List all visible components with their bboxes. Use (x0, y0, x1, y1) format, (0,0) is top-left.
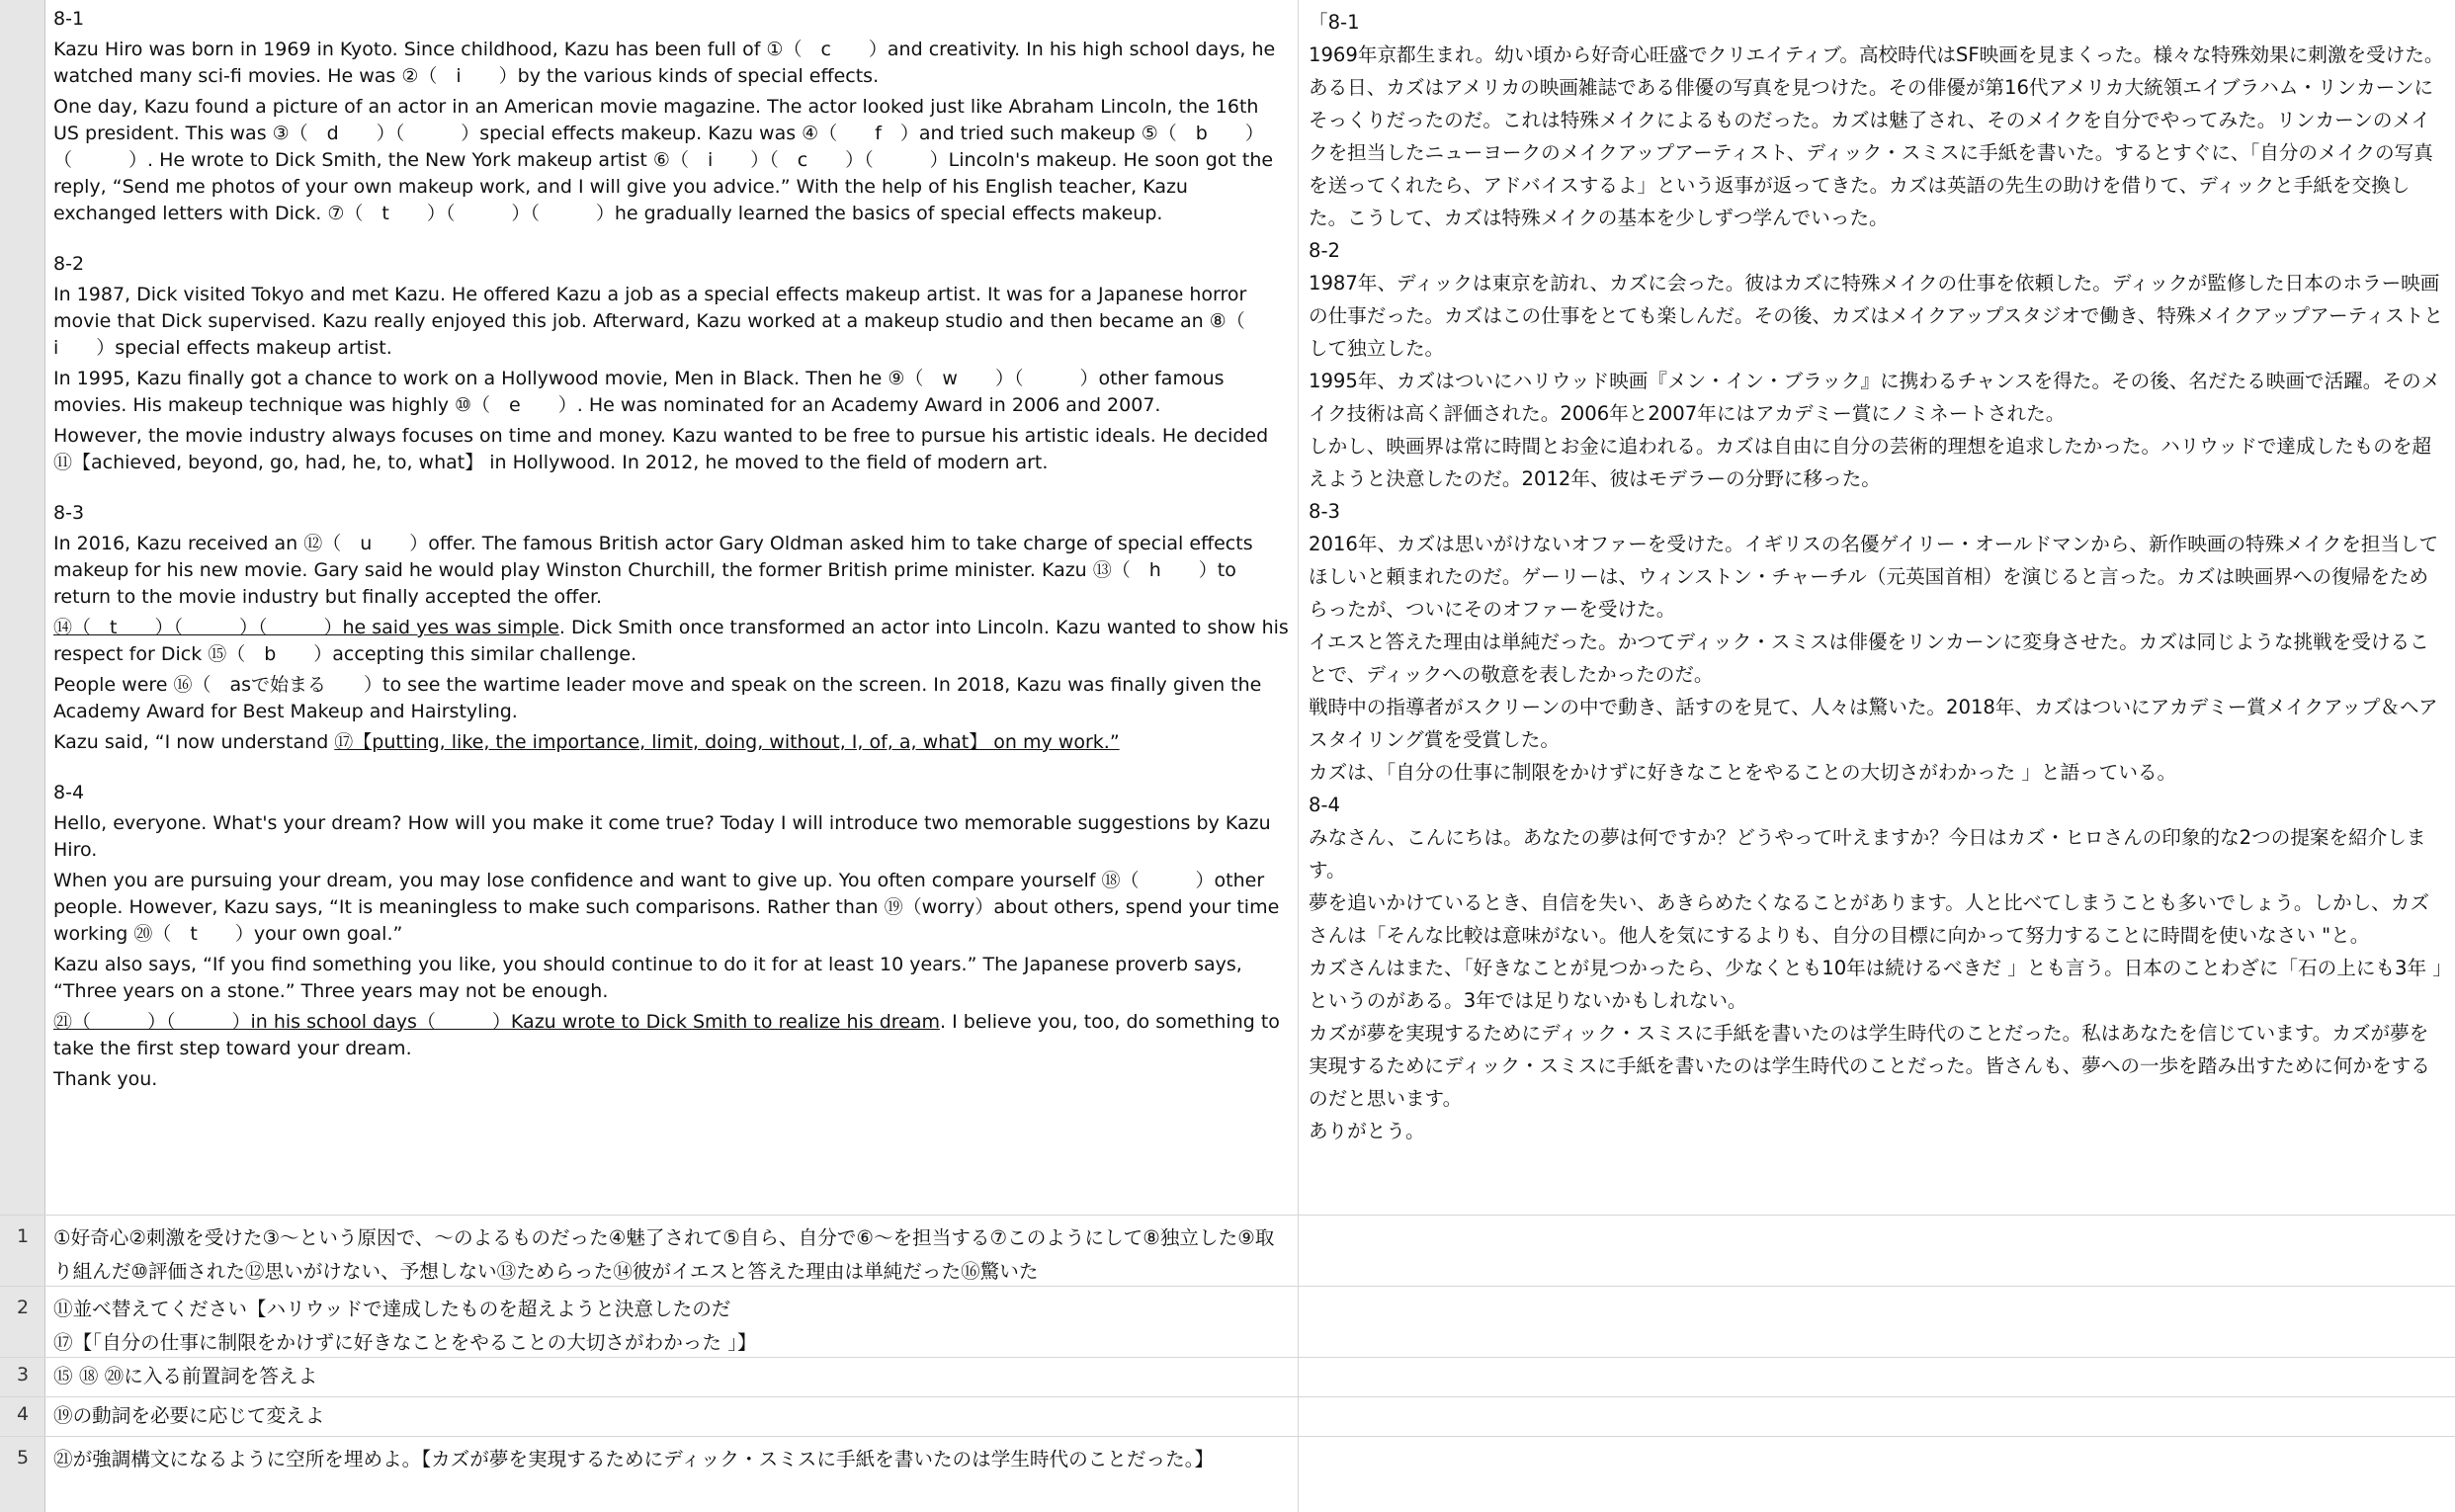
empty-cell[interactable] (1299, 1287, 2455, 1357)
question-text: ①好奇心②刺激を受けた③〜という原因で、〜のよるものだった④魅了されて⑤自ら、自分で⑥〜を担当する⑦このようにして⑧独立した⑨取り組んだ⑩評価された⑫思いがけない、予想しない⑬ためらった⑭彼がイエスと答えた理由は単純だった⑯驚いた (53, 1226, 1275, 1283)
section-heading: 8-4 (53, 782, 85, 803)
question-cell[interactable] (45, 1397, 1299, 1436)
paragraph: ある日、カズはアメリカの映画雑誌である俳優の写真を見つけた。その俳優が第16代アメリカ大統領エイブラハム・リンカーンにそっくりだったのだ。これは特殊メイクによるものだった。カズは魅了され、そのメイクを自分でやってみた。リンカーンのメイクを担当したニューヨークのメイクアップアーティスト、ディック・スミスに手紙を書いた。するとすぐに、「自分のメイクの写真を送ってくれたら、アドバイスするよ」という返事が返ってきた。カズは英語の先生の助けを借りて、ディックと手紙を交換した。こうして、カズは特殊メイクの基本を少しずつ学んでいった。 (1309, 76, 2434, 229)
section-heading: 8-3 (1309, 500, 1341, 523)
paragraph: 夢を追いかけているとき、自信を失い、あきらめたくなることがあります。人と比べてしまうことも多いでしょう。しかし、カズさんは「そんな比較は意味がない。他人を気にするよりも、自分の目標に向かって努力することに時間を使いなさい "と。 (1309, 891, 2430, 947)
paragraph: People were ⑯（ asで始まる ）to see the wartime leader move and speak on the screen. In 2018, Kazu was finally given the Academy Award for Best Makeup and Hairstyling. (53, 674, 1262, 722)
paragraph: ありがとう。 (1309, 1120, 1425, 1142)
paragraph: When you are pursuing your dream, you may lose confidence and want to give up. You often compare yourself ⑱（ ）other people. However, Kazu says, “It is meaningless to make such comparisons. Rather than ⑲（worry）about others, spend your time working ⑳（ t ）your own goal.” (53, 870, 1280, 945)
paragraph (53, 1009, 1290, 1062)
underlined-text: ⑰【putting, like, the importance, limit, doing, without, I, of, a, what】 on my work.” (334, 731, 1120, 753)
table-row[interactable] (0, 1437, 2455, 1512)
english-passage-cell[interactable] (45, 0, 1299, 1215)
paragraph: カズは、「自分の仕事に制限をかけずに好きなことをやることの大切さがわかった 」と語っている。 (1309, 761, 2177, 784)
empty-cell[interactable] (1299, 1437, 2455, 1512)
paragraph: One day, Kazu found a picture of an actor in an American movie magazine. The actor looked just like Abraham Lincoln, the 16th US president. This was ③（ d ）（ ）special effects makeup. Kazu was ④（ f ）and tried such makeup ⑤（ b ）（ ）. He wrote to Dick Smith, the New York makeup artist ⑥（ i ）（ c ）（ ）Lincoln's makeup. He soon got the reply, “Send me photos of your own makeup work, and I will give you advice.” With the help of his English teacher, Kazu exchanged letters with Dick. ⑦（ t ）（ ）（ ）he gradually learned the basics of special effects makeup. (53, 96, 1274, 224)
section-heading: 8-1 (53, 8, 85, 30)
question-text: ㉑が強調構文になるように空所を埋めよ。【カズが夢を実現するためにディック・スミスに手紙を書いたのは学生時代のことだった。】 (53, 1448, 1215, 1470)
paragraph: Kazu Hiro was born in 1969 in Kyoto. Since childhood, Kazu has been full of ①（ c ）and creativity. In his high school days, he watched many sci-fi movies. He was ②（ i ）by the various kinds of special effects. (53, 39, 1276, 87)
paragraph-text: . Dick Smith once transformed an actor into Lincoln. Kazu wanted to show his respect for Dick ⑮（ b ）accepting this similar challenge. (53, 617, 1289, 665)
row-number[interactable]: 2 (16, 1297, 30, 1318)
question-text: ⑪並べ替えてください【ハリウッドで達成したものを超えようと決意したのだ (53, 1298, 731, 1320)
underlined-text: ㉑（ ）（ ）in his school days（ ）Kazu wrote to Dick Smith to realize his dream (53, 1011, 941, 1033)
row-number[interactable]: 1 (16, 1225, 30, 1247)
table-row[interactable] (0, 1287, 2455, 1358)
paragraph (53, 615, 1290, 668)
paragraph: Thank you. (53, 1068, 158, 1090)
paragraph: 2016年、カズは思いがけないオファーを受けた。イギリスの名優ゲイリー・オールドマンから、新作映画の特殊メイクを担当してほしいと頼まれたのだ。ゲーリーは、ウィンストン・チャーチル（元英国首相）を演じると言った。カズは映画界への復帰をためらったが、ついにそのオファーを受けた。 (1309, 533, 2439, 621)
underlined-text: ⑭（ t ）（ ）（ ）he said yes was simple (53, 617, 559, 638)
question-text: ⑲の動詞を必要に応じて変えよ (53, 1404, 325, 1427)
paragraph: Kazu also says, “If you find something you like, you should continue to do it for at least 10 years.” The Japanese proverb says, “Three years on a stone.” Three years may not be enough. (53, 954, 1242, 1002)
question-cell[interactable] (45, 1437, 1299, 1512)
question-cell[interactable] (45, 1216, 1299, 1286)
paragraph: In 1995, Kazu finally got a chance to work on a Hollywood movie, Men in Black. Then he ⑨（ w ）（ ）other famous movies. His makeup technique was highly ⑩（ e ）. He was nominated for an Academy Award in 2006 and 2007. (53, 368, 1225, 416)
row-number[interactable]: 3 (16, 1364, 30, 1386)
paragraph: カズさんはまた、「好きなことが見つかったら、少なくとも10年は続けるべきだ 」とも言う。日本のことわざに「石の上にも3年 」というのがある。3年では足りないかもしれない。 (1309, 957, 2443, 1012)
row-number[interactable]: 5 (16, 1447, 30, 1469)
paragraph: Hello, everyone. What's your dream? How will you make it come true? Today I will introduce two memorable suggestions by Kazu Hiro. (53, 812, 1271, 861)
table-row[interactable] (0, 1216, 2455, 1287)
section-heading: 8-2 (53, 253, 85, 275)
paragraph (53, 729, 1290, 756)
row-number[interactable]: 4 (16, 1403, 30, 1425)
row-number[interactable] (0, 0, 45, 1215)
paragraph: 1969年京都生まれ。幼い頃から好奇心旺盛でクリエイティブ。高校時代はSF映画を見まくった。様々な特殊効果に刺激を受けた。 (1309, 43, 2444, 66)
paragraph: しかし、映画界は常に時間とお金に追われる。カズは自由に自分の芸術的理想を追求したかった。ハリウッドで達成したものを超えようと決意したのだ。2012年、彼はモデラーの分野に移った。 (1309, 435, 2432, 490)
empty-cell[interactable] (1299, 1358, 2455, 1396)
paragraph: In 1987, Dick visited Tokyo and met Kazu. He offered Kazu a job as a special effects makeup artist. It was for a Japanese horror movie that Dick supervised. Kazu really enjoyed this job. Afterward, Kazu worked at a makeup studio and then became an ⑧（ i ）special effects makeup artist. (53, 284, 1264, 359)
paragraph-text: . I believe you, too, do something to take the first step toward your dream. (53, 1011, 1280, 1059)
question-text: ⑮ ⑱ ⑳に入る前置詞を答えよ (53, 1365, 318, 1387)
table-row[interactable] (0, 1397, 2455, 1437)
paragraph: カズが夢を実現するためにディック・スミスに手紙を書いたのは学生時代のことだった。私はあなたを信じています。カズが夢を実現するためにディック・スミスに手紙を書いたのは学生時代のことだった。皆さんも、夢への一歩を踏み出すために何かをするのだと思います。 (1309, 1022, 2430, 1110)
japanese-translation-cell[interactable] (1299, 0, 2455, 1215)
paragraph: 1995年、カズはついにハリウッド映画『メン・イン・ブラック』に携わるチャンスを得た。その後、名だたる映画で活躍。そのメイク技術は高く評価された。2006年と2007年にはアカデミー賞にノミネートされた。 (1309, 370, 2441, 425)
table-row[interactable] (0, 1358, 2455, 1397)
question-cell[interactable] (45, 1287, 1299, 1357)
section-heading: 「8-1 (1309, 11, 1360, 34)
paragraph: 戦時中の指導者がスクリーンの中で動き、話すのを見て、人々は驚いた。2018年、カズはついにアカデミー賞メイクアップ＆ヘアスタイリング賞を受賞した。 (1309, 696, 2438, 751)
question-text: ⑰【「自分の仕事に制限をかけずに好きなことをやることの大切さがわかった 」】 (53, 1331, 757, 1354)
question-cell[interactable] (45, 1358, 1299, 1396)
paragraph: イエスと答えた理由は単純だった。かつてディック・スミスは俳優をリンカーンに変身させた。カズは同じような挑戦を受けることで、ディックへの敬意を表したかったのだ。 (1309, 630, 2429, 686)
paragraph: However, the movie industry always focuses on time and money. Kazu wanted to be free to pursue his artistic ideals. He decided ⑪【achieved, beyond, go, had, he, to, what】 in Hollywood. In 2012, he moved to the field of modern art. (53, 425, 1269, 473)
section-heading: 8-4 (1309, 794, 1341, 816)
empty-cell[interactable] (1299, 1397, 2455, 1436)
paragraph: In 2016, Kazu received an ⑫（ u ）offer. The famous British actor Gary Oldman asked him to take charge of special effects makeup for his new movie. Gary said he would play Winston Churchill, the former British prime minister. Kazu ⑬（ h ）to return to the movie industry but finally accepted the offer. (53, 533, 1253, 608)
section-heading: 8-2 (1309, 239, 1341, 262)
paragraph: 1987年、ディックは東京を訪れ、カズに会った。彼はカズに特殊メイクの仕事を依頼した。ディックが監修した日本のホラー映画の仕事だった。カズはこの仕事をとても楽しんだ。その後、カズはメイクアップスタジオで働き、特殊メイクアップアーティストとして独立した。 (1309, 272, 2443, 360)
section-heading: 8-3 (53, 502, 85, 524)
paragraph-text: Kazu said, “I now understand (53, 731, 335, 753)
empty-cell[interactable] (1299, 1216, 2455, 1286)
paragraph: みなさん、こんにちは。あなたの夢は何ですか？どうやって叶えますか？今日はカズ・ヒロさんの印象的な2つの提案を紹介します。 (1309, 826, 2426, 882)
